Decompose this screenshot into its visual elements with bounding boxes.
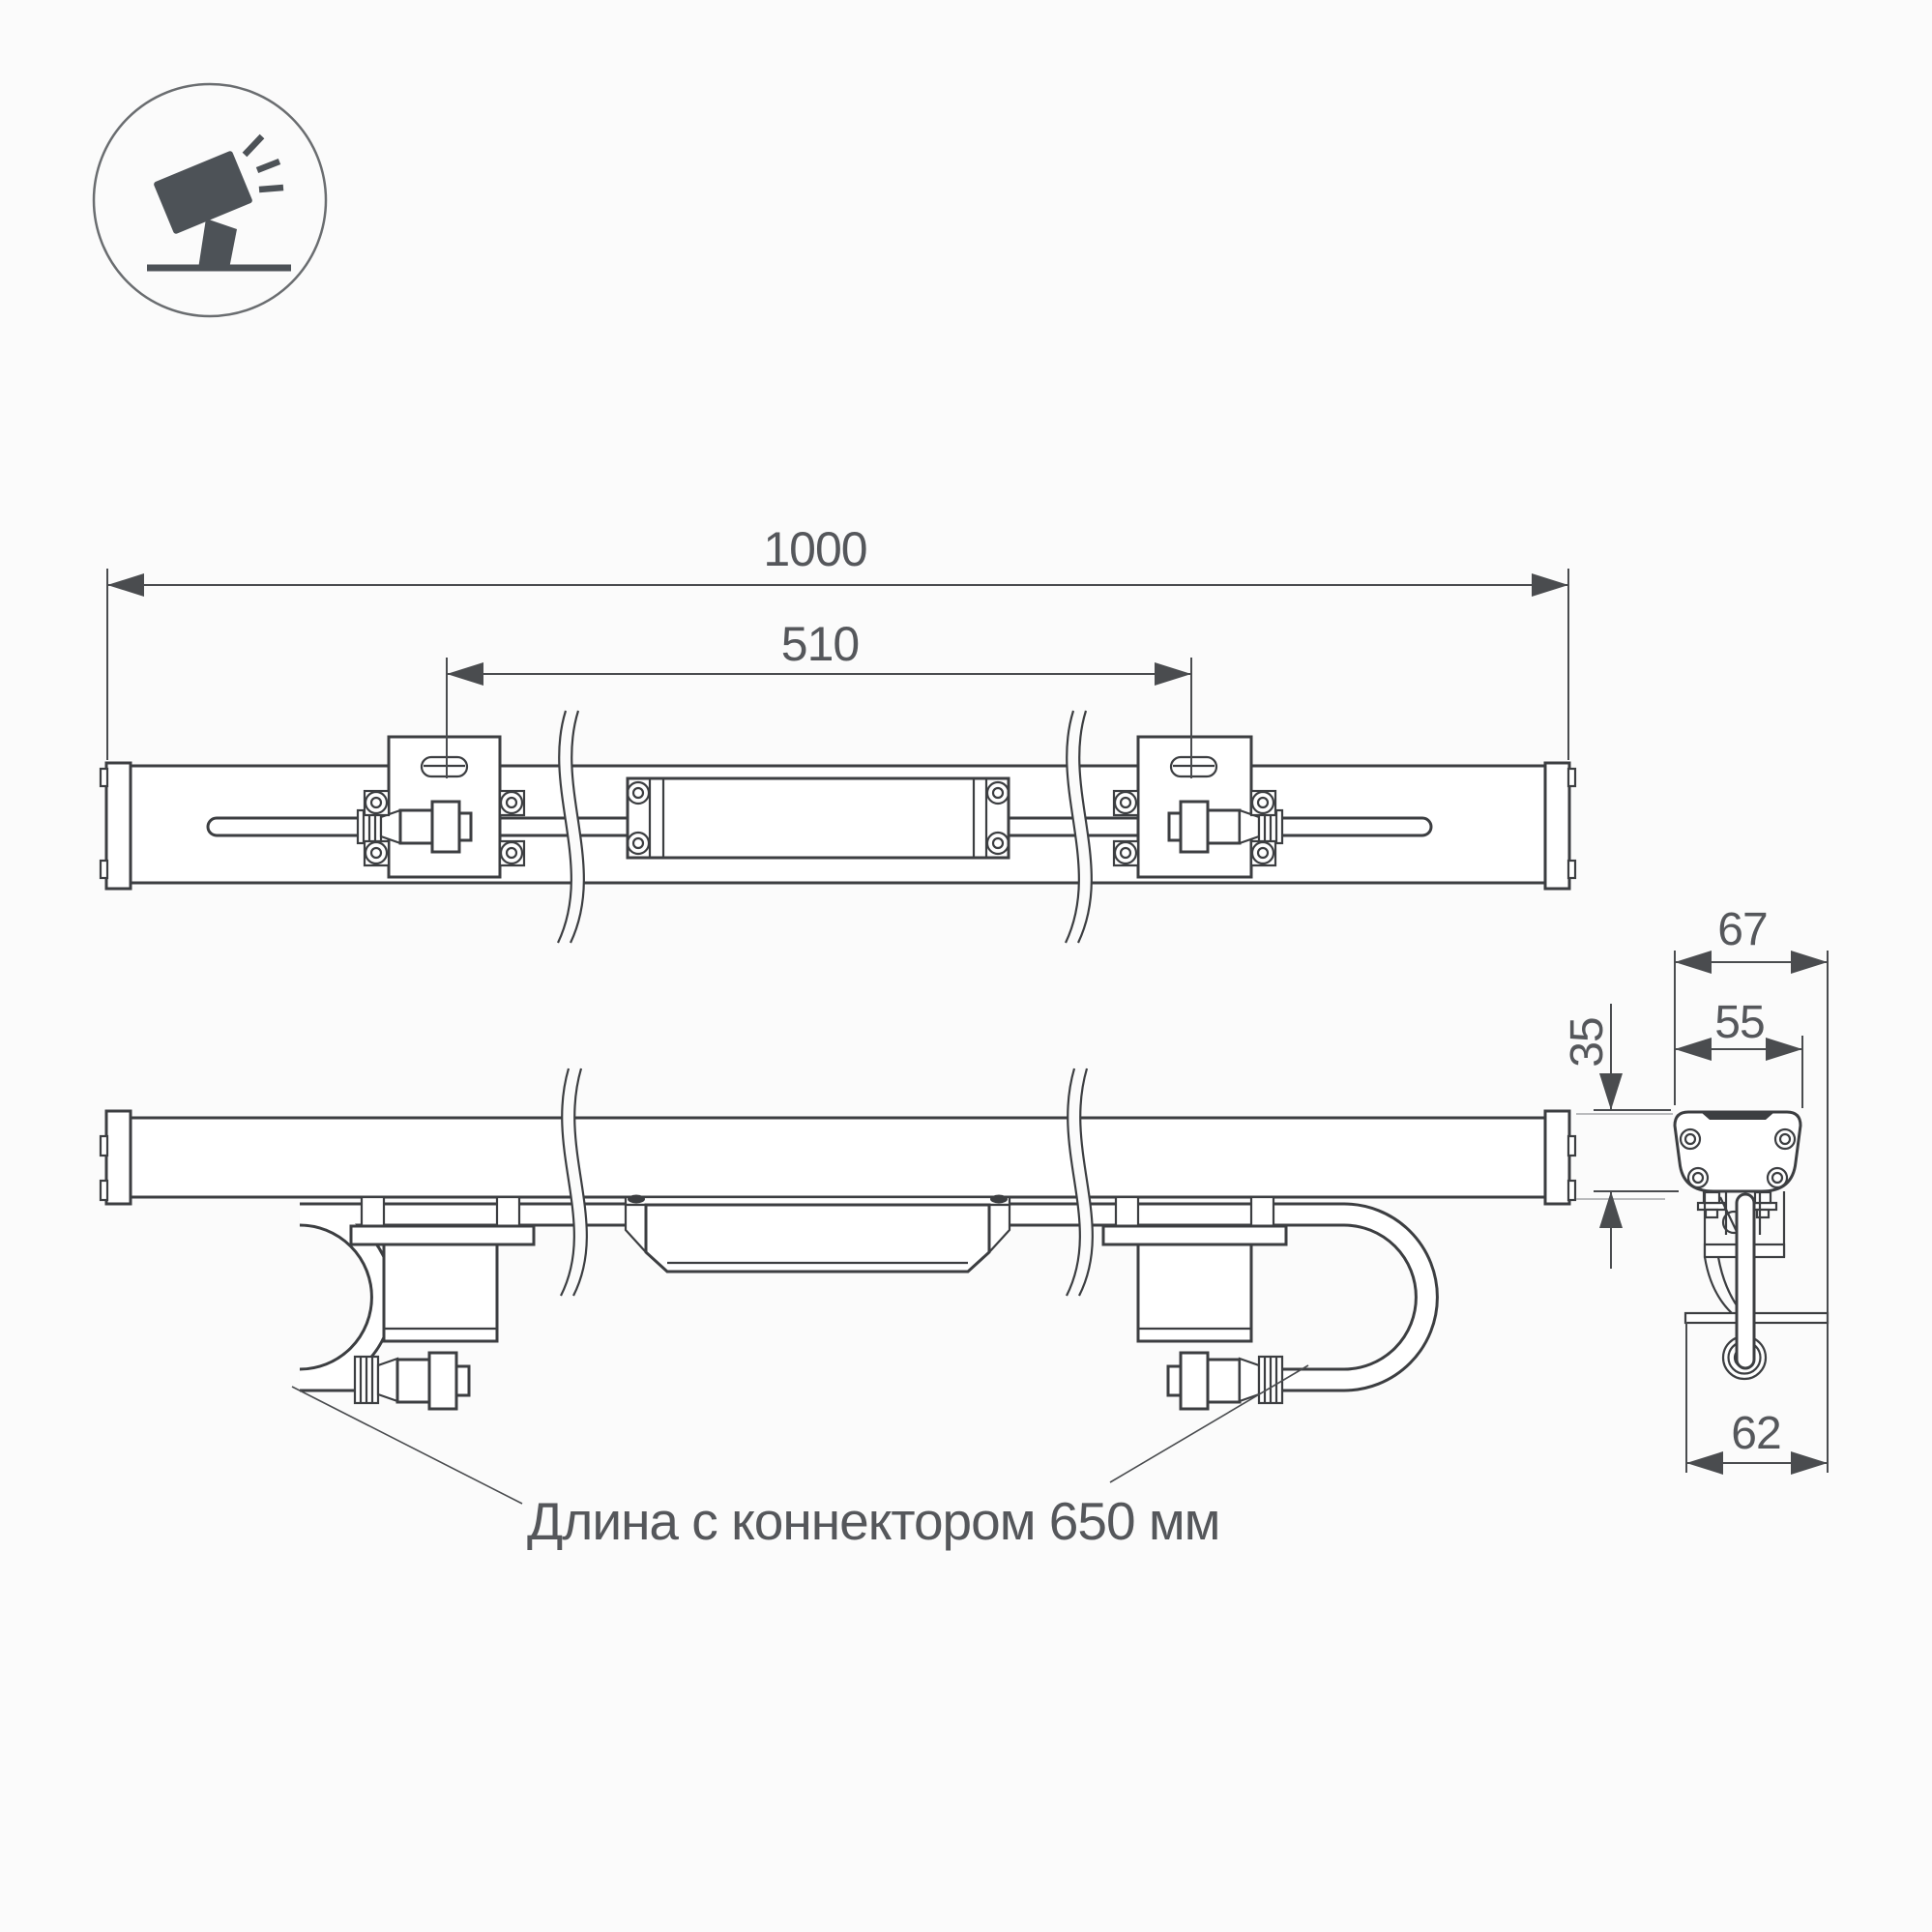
bar-body-front bbox=[131, 1118, 1545, 1197]
dim-body-height bbox=[1562, 1004, 1679, 1269]
dim-label-1000: 1000 bbox=[763, 522, 867, 576]
lens-strip bbox=[1702, 1113, 1773, 1120]
driver-box-top-view bbox=[628, 778, 1009, 858]
floodlight-badge bbox=[94, 84, 326, 316]
end-cap-right bbox=[1545, 763, 1569, 889]
side-view bbox=[1675, 1112, 1828, 1379]
front-view bbox=[101, 1068, 1673, 1504]
driver-box-front-view bbox=[626, 1195, 1010, 1273]
dim-label-62: 62 bbox=[1731, 1408, 1781, 1459]
dim-label-55: 55 bbox=[1714, 997, 1765, 1048]
cable-rod-right bbox=[1271, 818, 1431, 835]
connector-right-front bbox=[1168, 1353, 1282, 1409]
mounting-plate bbox=[1685, 1313, 1828, 1323]
dim-label-35: 35 bbox=[1562, 1017, 1613, 1068]
top-view bbox=[101, 711, 1575, 943]
dim-label-67: 67 bbox=[1717, 904, 1768, 955]
dim-label-510: 510 bbox=[780, 617, 860, 671]
mount-slot-left bbox=[422, 757, 467, 776]
mount-slot-right bbox=[1171, 757, 1216, 776]
end-cap-right-front bbox=[1545, 1111, 1569, 1204]
connector-left-front bbox=[355, 1353, 469, 1409]
dim-body-width bbox=[1675, 997, 1802, 1108]
cable-rod-left bbox=[208, 818, 368, 835]
leader-left bbox=[292, 1387, 522, 1504]
end-cap-left-front bbox=[106, 1111, 131, 1204]
connector-length-note: Длина с коннектором 650 мм bbox=[527, 1491, 1220, 1551]
end-cap-left bbox=[106, 763, 131, 889]
